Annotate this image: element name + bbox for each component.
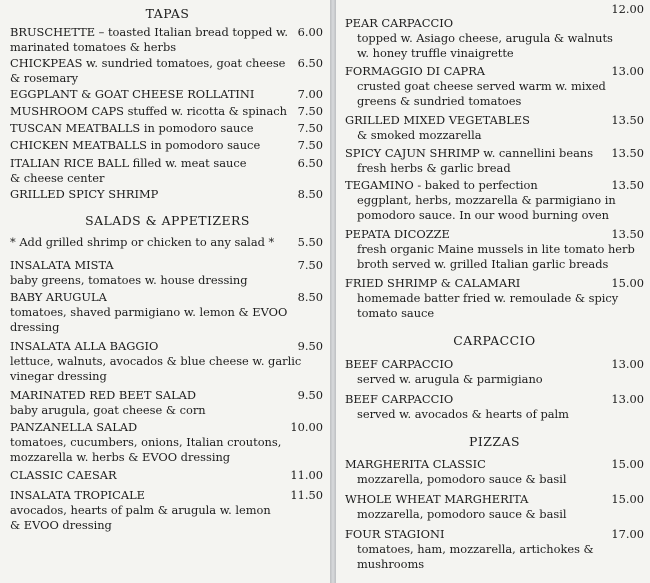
price: 15.00 [611, 492, 644, 506]
price: 7.50 [297, 121, 323, 135]
menu-item: CHICKEN MEATBALLS in pomodoro sauce 7.50 [10, 138, 323, 152]
section-title-carpaccio: CARPACCIO [453, 333, 536, 348]
section-title-salads: SALADS & APPETIZERS [85, 213, 250, 228]
right-column [345, 0, 644, 572]
menu-item: CHICKPEAS w. sundried tomatoes, goat cheese & rosemary 6.50 [10, 56, 323, 86]
price: 5.50 [297, 235, 323, 249]
menu-item: GRILLED MIXED VEGETABLES & smoked mozzarella 13.50 [345, 113, 644, 143]
price: 13.50 [611, 227, 644, 241]
section-title-tapas: TAPAS [145, 6, 190, 21]
menu-item: BABY ARUGULA tomatoes, shaved parmigiano w. lemon & EVOO dressing 8.50 [10, 290, 323, 335]
menu-item: GRILLED SPICY SHRIMP 8.50 [10, 187, 323, 201]
price: 7.50 [297, 138, 323, 152]
section-title-pizzas: PIZZAS [469, 434, 520, 449]
menu-item: FRIED SHRIMP & CALAMARI homemade batter fried w. remoulade & spicy tomato sauce 15.00 [345, 276, 644, 321]
menu-item: FOUR STAGIONI tomatoes, ham, mozzarella, artichokes & mushrooms 17.00 [345, 527, 644, 572]
menu-item: BEEF CARPACCIO served w. avocados & hearts of palm 13.00 [345, 392, 644, 422]
price: 13.50 [611, 178, 644, 192]
price: 8.50 [297, 290, 323, 304]
menu-item: EGGPLANT & GOAT CHEESE ROLLATINI 7.00 [10, 87, 323, 101]
price: 7.00 [297, 87, 323, 101]
price: 11.50 [290, 488, 323, 502]
menu-item: SPICY CAJUN SHRIMP w. cannellini beans fresh herbs & garlic bread 13.50 [345, 146, 644, 176]
price: 15.00 [611, 276, 644, 290]
menu-item: INSALATA MISTA baby greens, tomatoes w. house dressing 7.50 [10, 258, 323, 288]
menu-item: INSALATA ALLA BAGGIO lettuce, walnuts, avocados & blue cheese w. garlic vinegar dressing 9.50 [10, 339, 323, 384]
menu-item: INSALATA TROPICALE avocados, hearts of palm & arugula w. lemon & EVOO dressing 11.50 [10, 488, 323, 533]
menu-item: MARGHERITA CLASSIC mozzarella, pomodoro sauce & basil 15.00 [345, 457, 644, 487]
menu-item: BEEF CARPACCIO served w. arugula & parmigiano 13.00 [345, 357, 644, 387]
price: 7.50 [297, 258, 323, 272]
menu-item: ITALIAN RICE BALL filled w. meat sauce & cheese center 6.50 [10, 156, 323, 186]
menu-item: WHOLE WHEAT MARGHERITA mozzarella, pomodoro sauce & basil 15.00 [345, 492, 644, 522]
menu-item: FORMAGGIO DI CAPRA crusted goat cheese served warm w. mixed greens & sundried tomatoes 13.00 [345, 64, 644, 109]
menu-item: MUSHROOM CAPS stuffed w. ricotta & spinach 7.50 [10, 104, 323, 118]
menu-item: BRUSCHETTE – toasted Italian bread topped w. marinated tomatoes & herbs 6.00 [10, 25, 323, 55]
price: 13.00 [611, 64, 644, 78]
price: 6.50 [297, 156, 323, 170]
price: 13.50 [611, 113, 644, 127]
price: 9.50 [297, 388, 323, 402]
price: 15.00 [611, 457, 644, 471]
salad-addon-note: * Add grilled shrimp or chicken to any salad * 5.50 [10, 235, 323, 249]
menu-item: PANZANELLA SALAD tomatoes, cucumbers, onions, Italian croutons, mozzarella w. herbs & EVOO dressing 10.00 [10, 420, 323, 465]
menu-item: TUSCAN MEATBALLS in pomodoro sauce 7.50 [10, 121, 323, 135]
price: 13.00 [611, 392, 644, 406]
menu-item: TEGAMINO - baked to perfection eggplant, herbs, mozzarella & parmigiano in pomodoro sauce. In our wood burning oven 13.50 [345, 178, 644, 223]
price: 7.50 [297, 104, 323, 118]
price: 8.50 [297, 187, 323, 201]
menu-item: PEPATA DICOZZE fresh organic Maine mussels in lite tomato herb broth served w. grilled Italian garlic breads 13.50 [345, 227, 644, 272]
menu-page-right [336, 0, 650, 583]
price: 11.00 [290, 468, 323, 482]
menu-item: PEAR CARPACCIO topped w. Asiago cheese, arugula & walnuts w. honey truffle vinaigrette 12.00 [345, 2, 644, 61]
price: 13.50 [611, 146, 644, 160]
menu-item: MARINATED RED BEET SALAD baby arugula, goat cheese & corn 9.50 [10, 388, 323, 418]
price: 17.00 [611, 527, 644, 541]
price: 10.00 [290, 420, 323, 434]
menu-item: CLASSIC CAESAR 11.00 [10, 468, 323, 482]
price: 12.00 [611, 2, 644, 16]
price: 6.50 [297, 56, 323, 70]
price: 9.50 [297, 339, 323, 353]
price: 6.00 [297, 25, 323, 39]
price: 13.00 [611, 357, 644, 371]
left-column [10, 0, 325, 536]
